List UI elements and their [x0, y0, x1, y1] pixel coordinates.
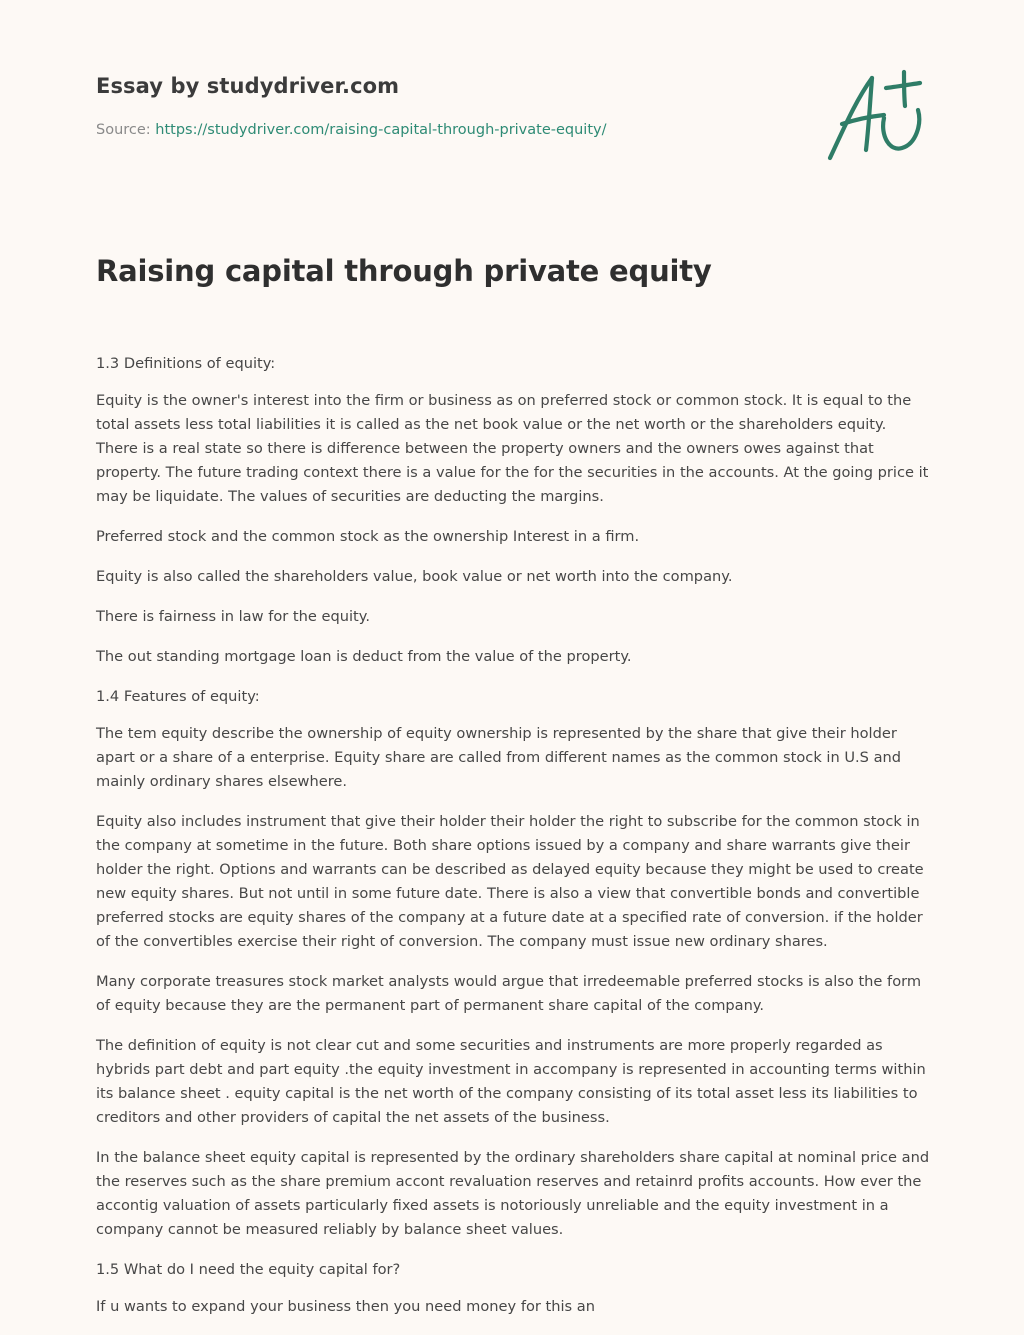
paragraph: Equity is also called the shareholders value, book value or net worth into the company. [96, 568, 733, 585]
document-header [96, 74, 816, 138]
section-heading: 1.4 Features of equity: [96, 688, 260, 705]
paragraph: There is fairness in law for the equity. [96, 608, 370, 625]
paragraph: Equity also includes instrument that give their holder their holder the right to subscribe for the common stock in the company at sometime in the future. Both share options issued by a company and share warrants give their holder the right. Options and warrants can be described as delayed equity because they might be used to create new equity shares. But not until in some future date. There is also a view that convertible bonds and convertible preferred stocks are equity shares of the company at a future date at a specified rate of conversion. if the holder of the convertibles exercise their right of conversion. The company must issue new ordinary shares. [96, 813, 924, 950]
paragraph: If u wants to expand your business then you need money for this an [96, 1298, 595, 1315]
essay-body [96, 352, 930, 1335]
paragraph: The tem equity describe the ownership of equity ownership is represented by the share that give their holder apart or a share of a enterprise. Equity share are called from different names as the common stock in U.S and mainly ordinary shares elsewhere. [96, 725, 902, 790]
paragraph: Equity is the owner's interest into the firm or business as on preferred stock or common stock. It is equal to the total assets less total liabilities it is called as the net book value or the net worth or the shareholders equity. There is a real state so there is difference between the property owners and the owners owes against that property. The future trading context there is a value for the for the securities in the accounts. At the going price it may be liquidate. The values of securities are deducting the margins. [96, 392, 929, 505]
section-heading: 1.3 Definitions of equity: [96, 355, 276, 372]
paragraph: Many corporate treasures stock market analysts would argue that irredeemable preferred stocks is also the form of equity because they are the permanent part of permanent share capital of the company. [96, 973, 922, 1014]
a-plus-logo [820, 66, 930, 166]
source-label: Source: [96, 122, 151, 138]
source-link[interactable]: https://studydriver.com/raising-capital-through-private-equity/ [155, 122, 607, 138]
section-heading: 1.5 What do I need the equity capital for? [96, 1261, 401, 1278]
paragraph: Preferred stock and the common stock as the ownership Interest in a firm. [96, 528, 640, 545]
paragraph: The out standing mortgage loan is deduct from the value of the property. [96, 648, 632, 665]
source-line [96, 122, 816, 138]
paragraph: In the balance sheet equity capital is represented by the ordinary shareholders share capital at nominal price and the reserves such as the share premium accont revaluation reserves and retainrd profits accounts. How ever the accontig valuation of assets particularly fixed assets is notoriously unreliable and the equity investment in a company cannot be measured reliably by balance sheet values. [96, 1149, 930, 1238]
paragraph: The definition of equity is not clear cut and some securities and instruments are more properly regarded as hybrids part debt and part equity .the equity investment in accompany is represented in accounting terms within its balance sheet . equity capital is the net worth of the company consisting of its total asset less its liabilities to creditors and other providers of capital the net assets of the business. [96, 1037, 926, 1126]
page-title: Raising capital through private equity [96, 254, 712, 288]
site-title: Essay by studydriver.com [96, 74, 400, 98]
